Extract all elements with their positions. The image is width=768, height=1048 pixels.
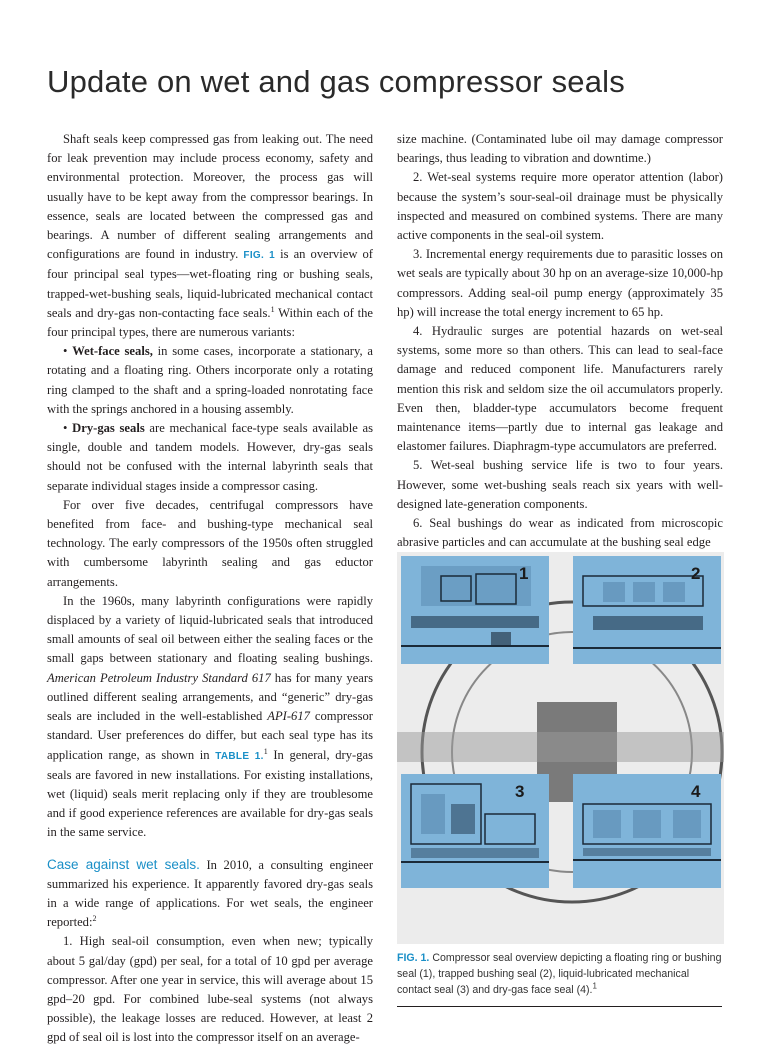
continued-paragraph: size machine. (Contaminated lube oil may damage compressor bearings, thus leading to vibration and downtime.) xyxy=(397,132,723,166)
caption-divider xyxy=(397,1006,722,1007)
seal-panel-4 xyxy=(573,774,721,888)
list-item-2: 2. Wet-seal systems require more operator attention (labor) because the system’s sour-seal-oil drainage must be physically inspected and measured on combined systems. There are many active components in the seal-oil system. xyxy=(397,170,723,243)
seal-panel-2 xyxy=(573,556,721,664)
seal-panel-3 xyxy=(401,774,549,888)
article-title: Update on wet and gas compressor seals xyxy=(47,64,625,99)
figure-seal-overview xyxy=(397,552,724,944)
figure-caption: FIG. 1. Compressor seal overview depicting a floating ring or bushing seal (1), trapped bushing seal (2), liquid-lubricated mechanical contact seal (3) and dry-gas face seal (4).$^1$ xyxy=(397,952,722,996)
panel-number-4: 4 xyxy=(691,782,701,801)
footnote-marker: 1 xyxy=(263,746,268,756)
list-item-3: 3. Incremental energy requirements due to parasitic losses on wet seals are typically about 30 hp on an average-size 10,000-hp compressors. Adding seal-oil pump energy (approximately 35 hp) will increase the total energy increment to 65 hp. xyxy=(397,247,723,319)
list-item-6: 6. Seal bushings do wear as indicated from microscopic abrasive particles and can accumulate at the bushing seal edge xyxy=(397,516,723,550)
list-item-5: 5. Wet-seal bushing service life is two to four years. However, some wet-bushing seals reach six years with well-designed late-generation components. xyxy=(397,458,723,511)
figure-label: FIG. 1. xyxy=(397,952,430,964)
seal-panel-1 xyxy=(401,556,549,664)
footnote-marker: 2 xyxy=(92,913,97,923)
intro-paragraph: Shaft seals keep compressed gas from leaking out. The need for leak prevention may include process economy, safety and environmental protection. Moreover, the process gas will usually have to be kept away from the compressor bearings. In essence, seals are located between the compressed gas and bearings. A number of different sealing arrangements and configurations are found in industry. FIG. 1 is an overview of four principal seal types—wet-floating ring or bushing seals, trapped-wet-bushing seals, liquid-lubricated mechanical contact seals and dry-gas non-contacting face seals.$^1$ Within each of the four principal types, there are numerous variants: xyxy=(47,132,374,340)
list-item-1: 1. High seal-oil consumption, even when new; typically about 5 gal/day (gpd) per seal, for a total of 10 gpd per average compressor. After one year in service, this will average about 15 gpd–20 gpd. For combined lube-seal systems (not always possible), the leakage losses are reduced. However, at least 2 gpd of seal oil is lost into the compressor itself on an average- xyxy=(47,934,373,1045)
section-heading: Case against wet seals. xyxy=(47,856,200,872)
fig-1-reference[interactable]: FIG. 1 xyxy=(243,250,275,262)
panel-number-1: 1 xyxy=(519,564,529,583)
footnote-marker: 1 xyxy=(270,304,275,314)
paragraph-1960s: In the 1960s, many labyrinth configurations were rapidly displaced by a variety of liquid-lubricated seals that introduced small amounts of seal oil between either the sealing faces or the small gaps between stationary and floating sealing bushings. American Petroleum Industry Standard 617 has for many years outlined different sealing arrangements, and “generic” dry-gas seals are included in the well-established API-617 compressor standard. User preferences do differ, but each seal type has its application range, as shown in TABLE 1.$^1$ In general, dry-gas seals are favored in new installations. For existing installations, wet (liquid) seals merit replacing only if they are troublesome and if good experience references are available for dry-gas seals in the same service. xyxy=(47,593,374,840)
bullet-wet-face-seals: • Wet-face seals, in some cases, incorporate a stationary, a rotating and a floating ring. Others incorporate only a rotating ring clamped to the shaft and a spring-loaded nonrotating face with the springs anchored in a housing assembly. xyxy=(47,344,373,416)
left-column xyxy=(47,130,373,1048)
mechanical-contact-seal-drawing xyxy=(401,774,549,888)
right-column xyxy=(397,130,723,552)
list-item-4: 4. Hydraulic surges are potential hazards on wet-seal systems, some more so than others. This can lead to seal-face damage and reduced component life. Manufacturers rarely mention this risk and seldom size the oil accumulators properly. Even then, bladder-type accumulators become frequent maintenance items—partly due to internal gas leakage and elastomer failures. Diaphragm-type accumulators are preferred. xyxy=(397,324,723,454)
panel-number-3: 3 xyxy=(515,782,525,801)
bullet-dry-gas-seals: • Dry-gas seals are mechanical face-type seals available as single, double and tandem models. However, dry-gas seals should not be confused with the internal labyrinth seals that separate individual stages inside a compressor casing. xyxy=(47,421,373,493)
footnote-marker: 1 xyxy=(592,981,597,991)
paragraph-five-decades: For over five decades, centrifugal compressors have benefited from face- and bushing-type mechanical seal technology. The early compressors of the 1950s often struggled with cumbersome labyrinth sealing and gas eductor arrangements. xyxy=(47,497,373,589)
table-1-reference[interactable]: TABLE 1. xyxy=(215,750,264,762)
panel-number-2: 2 xyxy=(691,564,701,583)
section-case-against-wet-seals: Case against wet seals. In 2010, a consulting engineer summarized his experience. It apparently favored dry-gas seals in a wide range of applications. For wet seals, the engineer reported:$^2$ xyxy=(47,856,374,930)
